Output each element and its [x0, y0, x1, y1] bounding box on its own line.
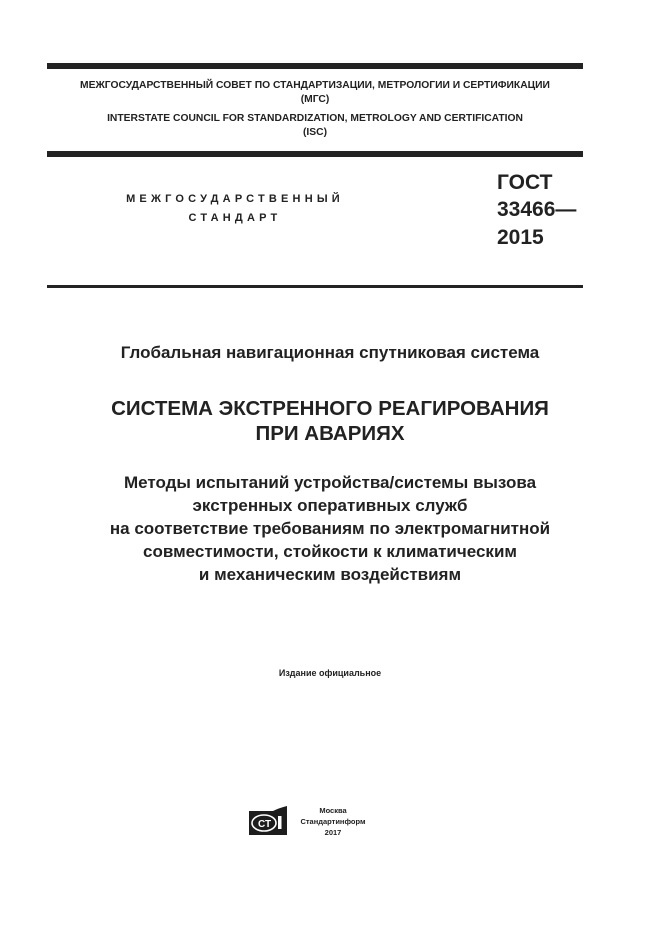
publisher-city: Москва: [319, 806, 347, 815]
gost-year: 2015: [497, 226, 544, 249]
council-ru: МЕЖГОСУДАРСТВЕННЫЙ СОВЕТ ПО СТАНДАРТИЗАЦИИ, МЕТРОЛОГИИ И СЕРТИФИКАЦИИ: [80, 80, 550, 91]
council-ru-abbr: (МГС): [300, 94, 330, 105]
subtitle-line2: экстренных оперативных служб: [192, 496, 468, 515]
gost-number: 33466—: [497, 198, 577, 221]
publisher-name: Стандартинформ: [300, 817, 366, 826]
title-divider: [47, 285, 583, 288]
subtitle-line3: на соответствие требованиям по электромагнитной: [109, 519, 551, 538]
council-en: INTERSTATE COUNCIL FOR STANDARDIZATION, METROLOGY AND CERTIFICATION: [107, 113, 523, 124]
subtitle-line1: Методы испытаний устройства/системы вызова: [123, 473, 537, 492]
standard-label-line2: СТАНДАРТ: [188, 212, 282, 224]
svg-text:СТ: СТ: [258, 819, 272, 830]
publisher-year: 2017: [324, 828, 342, 837]
standartinform-logo-icon: [247, 805, 289, 837]
top-divider: [47, 63, 583, 69]
subtitle-line5: и механическим воздействиям: [198, 565, 462, 584]
header-divider: [47, 151, 583, 157]
main-title-line1: СИСТЕМА ЭКСТРЕННОГО РЕАГИРОВАНИЯ: [111, 397, 549, 420]
edition-note: Издание официальное: [278, 668, 382, 678]
subtitle-line4: совместимости, стойкости к климатическим: [143, 542, 517, 561]
main-title-line2: ПРИ АВАРИЯХ: [255, 422, 405, 445]
standard-label-line1: МЕЖГОСУДАРСТВЕННЫЙ: [126, 193, 344, 205]
council-en-abbr: (ISC): [302, 127, 328, 138]
gost-prefix: ГОСТ: [497, 171, 553, 194]
system-title: Глобальная навигационная спутниковая система: [120, 343, 540, 362]
